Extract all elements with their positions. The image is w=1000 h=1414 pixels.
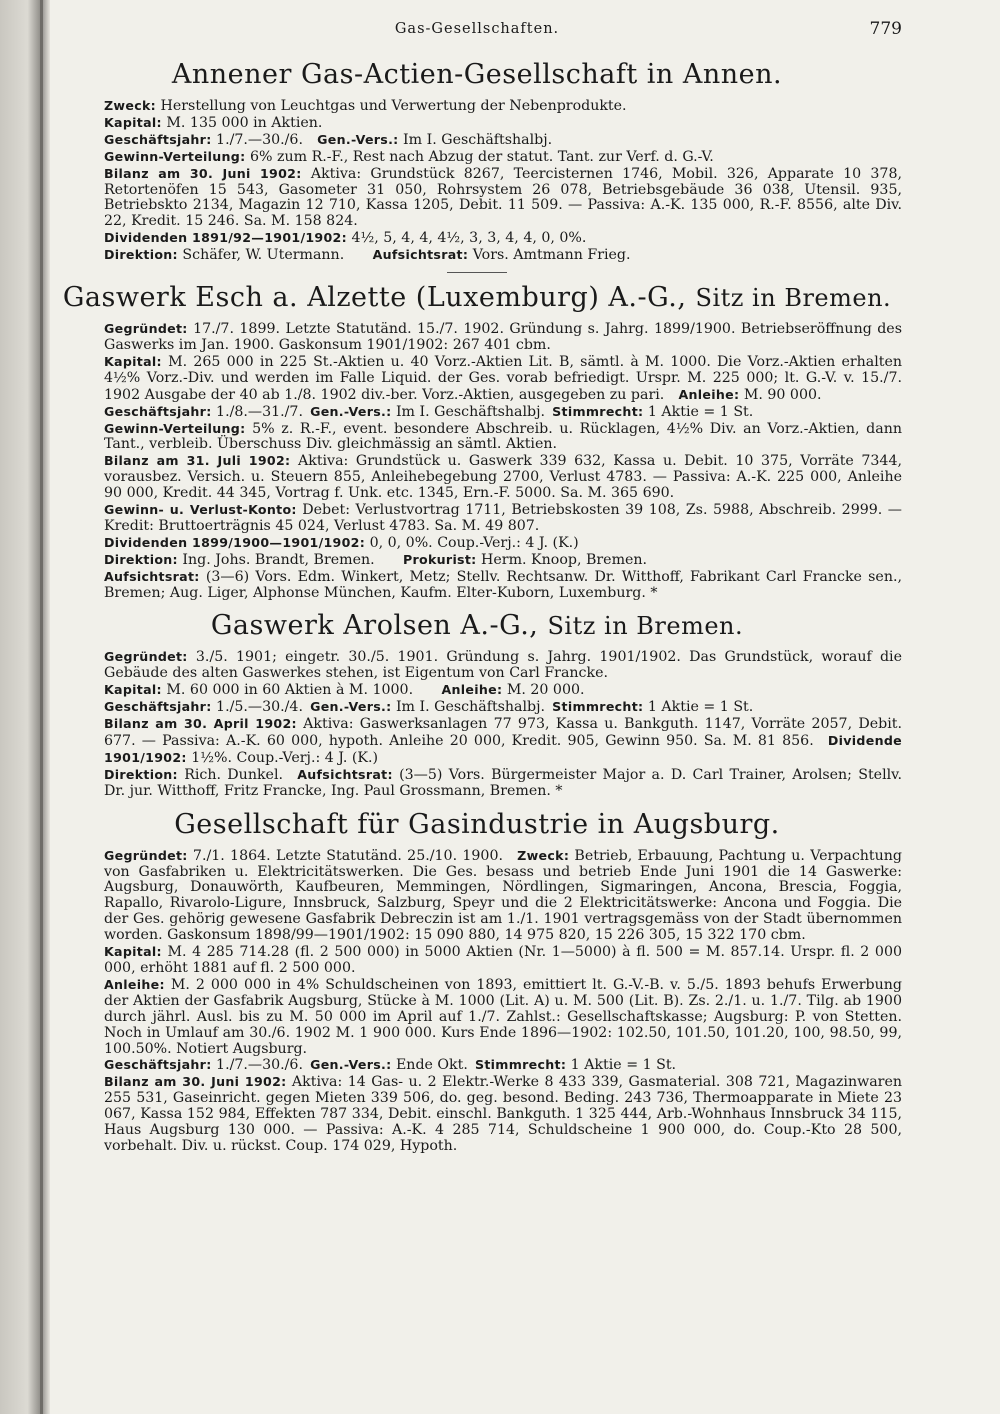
entry-geschaeftsjahr: Geschäftsjahr: 1./5.—30./4. Gen.-Vers.: Im I. Geschäftshalbj. Stimmrecht: 1 Aktie = 1 St. [104,699,754,716]
entry-gewinn-verteilung: Gewinn-Verteilung: 6% zum R.-F., Rest nach Abzug der statut. Tant. zur Verf. d. G.-V. [104,148,714,165]
entry-bilanz: Bilanz am 30. Juni 1902: Aktiva: 14 Gas- u. 2 Elektr.-Werke 8 433 339, Gasmaterial. 308 721, Magazinwaren 255 531, Gaseinricht. gegen Mieten 339 506, do. geg. besond. Beding. 243 736, Thermoapparate in Miete 23 067, Kassa 152 984, Effekten 787 334, Debit. einschl. Bankguth. 1 325 444, Arb.-Wohnhaus Innsbruck 34 115, Haus Augsburg 130 000. — Passiva: A.-K. 4 285 714, Schuldscheine 1 900 000, do. Coup.-Kto 28 500, vorbehalt. Div. u. rückst. Coup. 174 029, Hypoth. [104,1074,902,1154]
entry-aufsichtsrat: Aufsichtsrat: (3—6) Vors. Edm. Winkert, Metz; Stellv. Rechtsanw. Dr. Witthoff, Fabrikant Carl Francke sen., Bremen; Aug. Liger, Alphonse München, Kaufm. Elter-Kuborn, Luxemburg. * [104,568,902,601]
running-header [52,18,902,46]
article-title: Annener Gas-Actien-Gesellschaft in Annen. [171,59,783,90]
entry-gewinn-verteilung: Gewinn-Verteilung: 5% z. R.-F., event. besondere Abschreib. u. Rücklagen, 4½% Div. an Vorz.-Aktien, dann Tant., verbleib. Überschuss Div. gleichmässig an sämtl. Aktien. [104,420,902,453]
entry-kapital: Kapital: M. 4 285 714.28 (fl. 2 500 000) in 5000 Aktien (Nr. 1—5000) à fl. 500 = M. 857.14. Urspr. fl. 2 000 000, erhöht 1881 auf fl. 2 500 000. [104,944,902,976]
entry-bilanz: Bilanz am 30. Juni 1902: Aktiva: Grundstück 8267, Teercisternen 1746, Mobil. 326, Apparate 10 378, Retortenöfen 15 543, Gasometer 31 050, Rohrsystem 26 078, Betriebsgebäude 36 038, Utensil. 935, Betriebskto 2134, Magazin 12 710, Kassa 1205, Debit. 11 509. — Passiva: A.-K. 135 000, R.-F. 8556, alte Div. 22, Kredit. 15 246. Sa. M. 158 824. [104,165,902,230]
entry-kapital: Kapital: M. 265 000 in 225 St.-Aktien u. 40 Vorz.-Aktien Lit. B, sämtl. à M. 1000. Die Vorz.-Aktien erhalten 4½% Vorz.-Div. und werden im Falle Liquid. der Ges. vorab befriedigt. Urspr. M. 225 000; lt. G.-V. v. 15./7. 1902 Ausgabe der 40 ab 1./8. 1902 div.-ber. Vorz.-Aktien, ausgegeben zu pari. Anleihe: M. 90 000. [104,353,902,403]
entry-gewinn-verlust-konto: Gewinn- u. Verlust-Konto: Debet: Verlustvortrag 1711, Betriebskosten 39 108, Zs. 5988, Abschreib. 2999. — Kredit: Bruttoerträgnis 45 024, Verlust 4783. Sa. M. 49 807. [104,502,902,534]
entry-geschaeftsjahr: Geschäftsjahr: 1./8.—31./7. Gen.-Vers.: Im I. Geschäftshalbj. Stimmrecht: 1 Aktie = 1 St. [104,403,754,420]
article-annener [52,60,902,273]
entry-direktion: Direktion: Schäfer, W. Utermann. Aufsichtsrat: Vors. Amtmann Frieg. [104,247,631,264]
running-title: Gas-Gesellschaften. [394,21,560,37]
article-title: Gaswerk Arolsen A.-G., Sitz in Bremen. [210,610,744,642]
article-gasindustrie-augsburg [52,810,902,1155]
entry-gegruendet: Gegründet: 17./7. 1899. Letzte Statutänd. 15./7. 1902. Gründung s. Jahrg. 1899/1900. Betriebseröffnung des Gaswerks im Jan. 1900. Gaskonsum 1901/1902: 267 401 cbm. [104,321,902,353]
entry-direktion: Direktion: Ing. Johs. Brandt, Bremen. Prokurist: Herm. Knoop, Bremen. [104,551,648,568]
article-title: Gaswerk Esch a. Alzette (Luxemburg) A.-G., Sitz in Bremen. [62,282,892,314]
entry-direktion: Direktion: Rich. Dunkel. Aufsichtsrat: (3—5) Vors. Bürgermeister Major a. D. Carl Trainer, Arolsen; Stellv. Dr. jur. Witthoff, Fritz Francke, Ing. Paul Grossmann, Bremen. * [104,766,902,799]
binding-edge [40,0,43,1414]
entry-kapital: Kapital: M. 60 000 in 60 Aktien à M. 1000. Anleihe: M. 20 000. [104,682,585,699]
entry-dividenden: Dividenden 1899/1900—1901/1902: 0, 0, 0%. Coup.-Verj.: 4 J. (K.) [104,534,579,551]
separator-rule [447,272,507,273]
article-gaswerk-esch [52,283,902,601]
entry-geschaeftsjahr: Geschäftsjahr: 1./7.—30./6. Gen.-Vers.: Im I. Geschäftshalbj. [104,131,553,148]
article-title: Gesellschaft für Gasindustrie in Augsburg. [174,808,780,840]
entry-gegruendet: Gegründet: 3./5. 1901; eingetr. 30./5. 1901. Gründung s. Jahrg. 1901/1902. Das Grundstück, worauf die Gebäude des alten Gaswerkes stehen, ist Eigentum von Carl Francke. [104,649,902,682]
document-page [52,18,902,1408]
entry-kapital: Kapital: M. 135 000 in Aktien. [104,114,323,131]
entry-dividenden: Dividenden 1891/92—1901/1902: 4½, 5, 4, 4, 4½, 3, 3, 4, 4, 0, 0%. [104,230,587,247]
entry-bilanz: Bilanz am 30. April 1902: Aktiva: Gaswerksanlagen 77 973, Kassa u. Bankguth. 1147, Vorräte 2057, Debit. 677. — Passiva: A.-K. 60 000, hypoth. Anleihe 20 000, Kredit. 905, Gewinn 950. Sa. M. 81 856. Dividende 1901/1902: 1½%. Coup.-Verj.: 4 J. (K.) [104,716,902,766]
entry-gegruendet: Gegründet: 7./1. 1864. Letzte Statutänd. 25./10. 1900. Zweck: Betrieb, Erbauung, Pachtung u. Verpachtung von Gasfabriken u. Elektricitätswerken. Die Ges. besass und betrieb Ende Juni 1901 die 14 Gaswerke: Augsburg, Donauwörth, Kaufbeuren, Memmingen, Nördlingen, Sigmaringen, Ancona, Brescia, Foggia, Rapallo, Rivarolo-Ligure, Innsbruck, Salzburg, Speyr und die 2 Elektricitätswerke: Ancona und Foggia. Die der Ges. gehörig gewesene Gasfabrik Debreczin ist am 1./1. 1901 vertragsgemäss von der Stadt übernommen worden. Gaskonsum 1898/99—1901/1902: 15 090 880, 14 975 820, 15 226 305, 15 322 170 cbm. [104,847,902,944]
entry-bilanz: Bilanz am 31. Juli 1902: Aktiva: Grundstück u. Gaswerk 339 632, Kassa u. Debit. 10 375, Vorräte 7344, vorausbez. Versich. u. Steuern 855, Anleihebegebung 2700, Verlust 4783. — Passiva: A.-K. 225 000, Anleihe 90 000, Kredit. 44 345, Vortrag f. Unk. etc. 1345, Ern.-F. 5000. Sa. M. 365 690. [104,453,902,502]
entry-anleihe: Anleihe: M. 2 000 000 in 4% Schuldscheinen von 1893, emittiert lt. G.-V.-B. v. 5./5. 1893 behufs Erwerbung der Aktien der Gasfabrik Augsburg, Stücke à M. 1000 (Lit. A) u. M. 500 (Lit. B). Zs. 2./1. u. 1./7. Tilg. ab 1900 durch jährl. Ausl. bis zu M. 50 000 im April auf 1./7. Zahlst.: Gesellschaftskasse; Augsburg: P. von Stetten. Noch in Umlauf am 30./6. 1902 M. 1 900 000. Kurs Ende 1896—1902: 102.50, 101.50, 101.20, 100, 98.50, 99, 100.50%. Notiert Augsburg. [104,976,902,1057]
entry-zweck: Zweck: Herstellung von Leuchtgas und Verwertung der Nebenprodukte. [104,98,627,114]
article-gaswerk-arolsen [52,611,902,799]
page-number: 779 [869,19,902,39]
entry-geschaeftsjahr: Geschäftsjahr: 1./7.—30./6. Gen.-Vers.: Ende Okt. Stimmrecht: 1 Aktie = 1 St. [104,1057,677,1074]
